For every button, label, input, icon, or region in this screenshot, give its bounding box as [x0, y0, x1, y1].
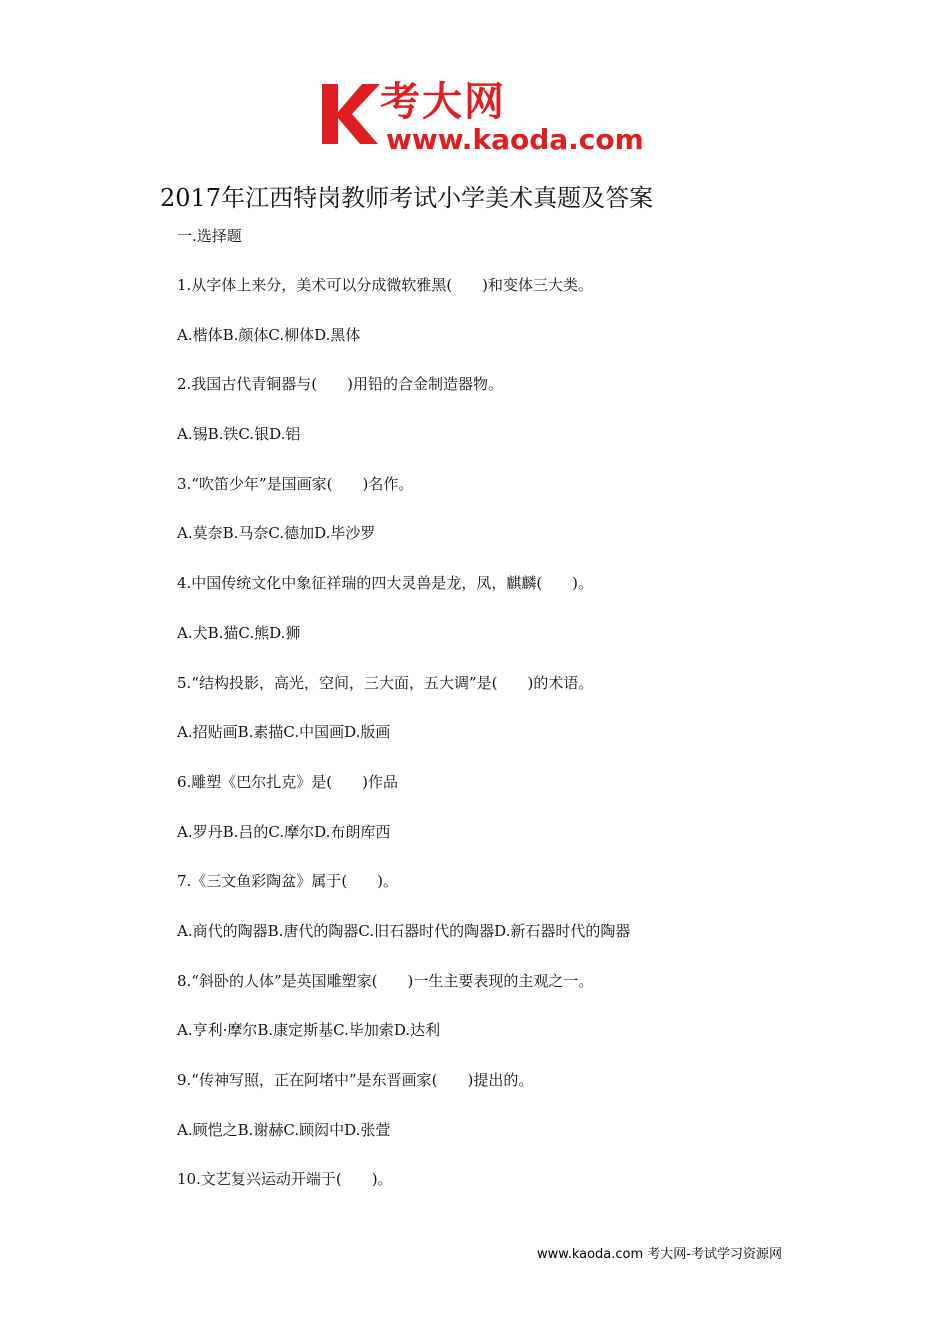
answer-options-line: A.锡B.铁C.银D.铝 [177, 425, 301, 444]
logo-url-text: www.kaoda.com [386, 123, 644, 156]
answer-options-line: A.商代的陶器B.唐代的陶器C.旧石器时代的陶器D.新石器时代的陶器 [177, 921, 631, 940]
question-line: 2.我国古代青铜器与( )用铅的合金制造器物。 [177, 375, 504, 394]
answer-options-line: A.顾恺之B.谢赫C.顾闳中D.张萱 [177, 1120, 391, 1139]
question-line: 9.“传神写照，正在阿堵中”是东晋画家( )提出的。 [177, 1071, 534, 1089]
answer-options-line: A.莫奈B.马奈C.德加D.毕沙罗 [177, 524, 376, 543]
question-line: 4.中国传统文化中象征祥瑞的四大灵兽是龙，凤，麒麟( )。 [177, 574, 594, 593]
answer-options-line: A.罗丹B.吕的C.摩尔D.布朗库西 [177, 822, 391, 841]
question-line: 7.《三文鱼彩陶盆》属于( )。 [177, 872, 399, 891]
page-footer: www.kaoda.com 考大网-考试学习资源网 [537, 1247, 782, 1262]
logo-chinese-text: 考大网 [380, 79, 506, 125]
question-line: 10.文艺复兴运动开端于( )。 [177, 1170, 393, 1189]
answer-options-line: A.犬B.猫C.熊D.狮 [177, 623, 301, 642]
question-list [177, 275, 630, 1219]
section-heading: 一.选择题 [177, 227, 242, 245]
question-line: 6.雕塑《巴尔扎克》是( )作品 [177, 772, 399, 791]
question-line: 3.“吹笛少年”是国画家( )名作。 [177, 474, 414, 493]
question-line: 5.“结构投影，高光，空间，三大面，五大调”是( )的术语。 [177, 673, 594, 692]
answer-options-line: A.楷体B.颜体C.柳体D.黑体 [177, 325, 361, 344]
document-title: 2017年江西特岗教师考试小学美术真题及答案 [160, 184, 654, 212]
question-line: 8.“斜卧的人体”是英国雕塑家( )一生主要表现的主观之一。 [177, 971, 594, 990]
question-line: 1.从字体上来分，美术可以分成微软雅黑( )和变体三大类。 [177, 276, 594, 294]
kaoda-logo [318, 78, 644, 160]
answer-options-line: A.招贴画B.素描C.中国画D.版画 [177, 723, 391, 742]
answer-options-line: A.亨利·摩尔B.康定斯基C.毕加索D.达利 [177, 1021, 441, 1040]
